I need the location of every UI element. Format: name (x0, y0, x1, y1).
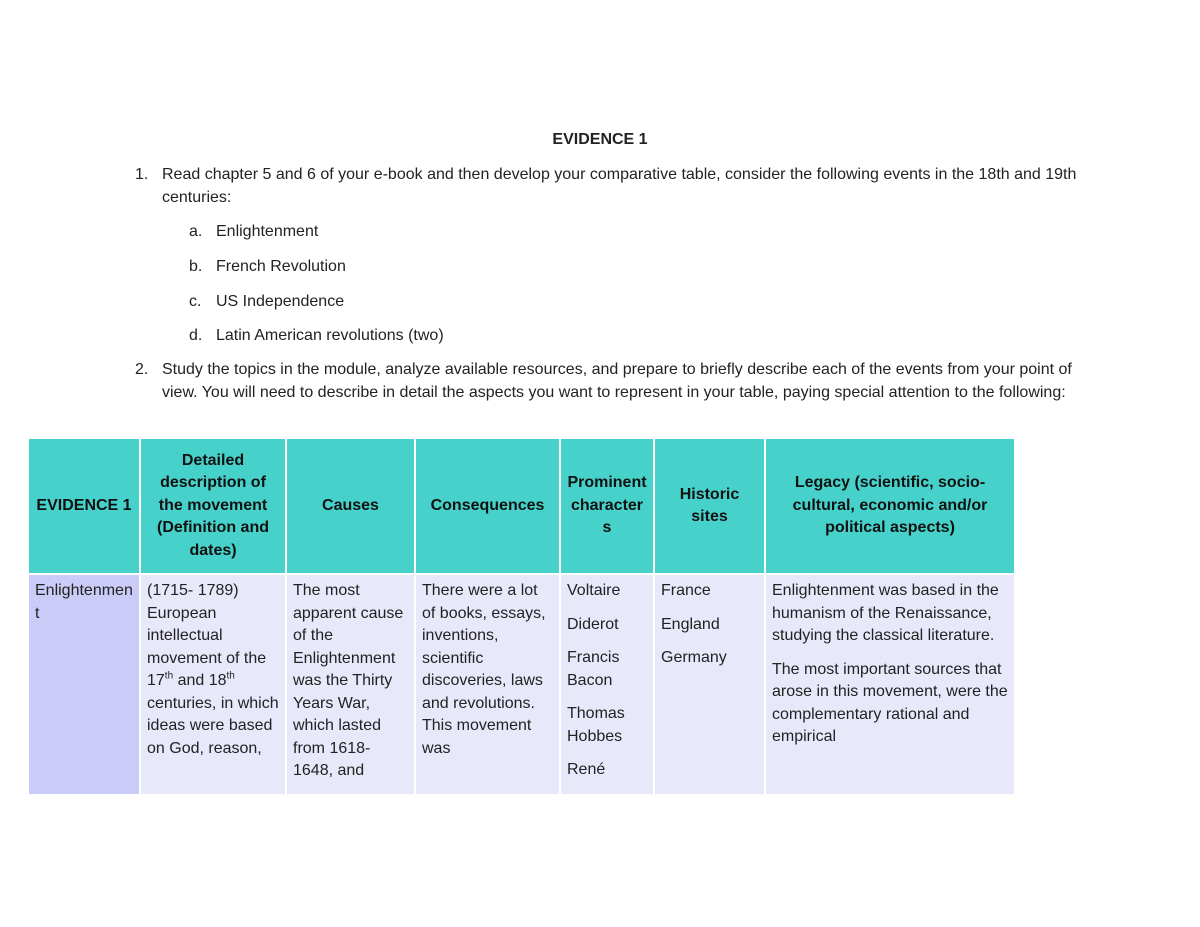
cell-event (28, 574, 140, 795)
character-item: René (567, 761, 606, 778)
header-legacy: Legacy (scientific, socio-cultural, economic and/or political aspects) (765, 438, 1015, 574)
subitem-a-letter: a. (189, 223, 203, 240)
header-sites: Historic sites (654, 438, 765, 574)
description-text (147, 580, 279, 789)
instruction-2 (135, 359, 1095, 429)
sites-list (661, 580, 758, 789)
subitem-b-text: French Revolution (216, 258, 346, 275)
instruction-1-number: 1. (135, 166, 149, 183)
document-title: EVIDENCE 1 (552, 131, 648, 148)
cell-description (140, 574, 286, 795)
header-characters: Prominent characters (560, 438, 654, 574)
subitem-a (189, 221, 789, 244)
description-sup-2: th (226, 670, 235, 682)
instruction-2-number: 2. (135, 361, 149, 378)
table-row (28, 574, 1015, 795)
event-name: Enlightenment (35, 582, 133, 622)
legacy-text (772, 580, 1008, 789)
subitem-d-text: Latin American revolutions (two) (216, 327, 444, 344)
description-sup-1: th (164, 670, 174, 682)
character-item: Thomas Hobbes (567, 705, 625, 745)
cell-characters (560, 574, 654, 795)
legacy-paragraph: The most important sources that arose in this movement, were the complementary rational and empirical (772, 660, 1008, 745)
character-item: Voltaire (567, 582, 621, 599)
cell-legacy (765, 574, 1015, 795)
subitem-b (189, 256, 789, 279)
character-item: Francis Bacon (567, 649, 620, 689)
cell-sites (654, 574, 765, 795)
header-consequences: Consequences (415, 438, 560, 574)
description-part-1: (1715- 1789) European intellectual movement of the 17 (147, 582, 267, 689)
subitem-d (189, 325, 789, 348)
comparative-table (27, 437, 1016, 796)
subitem-c (189, 291, 789, 314)
subitem-c-text: US Independence (216, 293, 345, 310)
character-item: Diderot (567, 615, 619, 633)
site-item: France (661, 582, 711, 599)
site-item: Germany (661, 649, 727, 666)
characters-list (567, 580, 647, 789)
instruction-1 (135, 164, 1095, 210)
legacy-paragraph: Enlightenment was based in the humanism of the Renaissance, studying the classical literature. (772, 582, 999, 644)
site-item: England (661, 615, 720, 633)
header-causes: Causes (286, 438, 415, 574)
cell-causes (286, 574, 415, 795)
subitem-b-letter: b. (189, 258, 203, 275)
header-evidence: EVIDENCE 1 (28, 438, 140, 574)
description-part-3: centuries, in which ideas were based on God, reason, (147, 694, 279, 757)
subitem-d-letter: d. (189, 327, 203, 344)
subitem-a-text: Enlightenment (216, 223, 319, 240)
instruction-2-text: Study the topics in the module, analyze available resources, and prepare to briefly describe each of the events from your point of view. You will need to describe in detail the aspects you want to represent in your table, paying special attention to the following: (162, 361, 1072, 401)
causes-text: The most apparent cause of the Enlightenment was the Thirty Years War, which lasted from 1618-1648, and (293, 582, 404, 779)
header-description: Detailed description of the movement (Definition and dates) (140, 438, 286, 574)
subitem-c-letter: c. (189, 293, 202, 310)
table-header-row (28, 438, 1015, 574)
cell-consequences (415, 574, 560, 795)
description-part-2: and 18 (173, 672, 227, 689)
instruction-1-text: Read chapter 5 and 6 of your e-book and then develop your comparative table, consider the following events in the 18th and 19th centuries: (162, 166, 1077, 206)
consequences-text: There were a lot of books, essays, inventions, scientific discoveries, laws and revolutions. This movement was (422, 582, 546, 757)
